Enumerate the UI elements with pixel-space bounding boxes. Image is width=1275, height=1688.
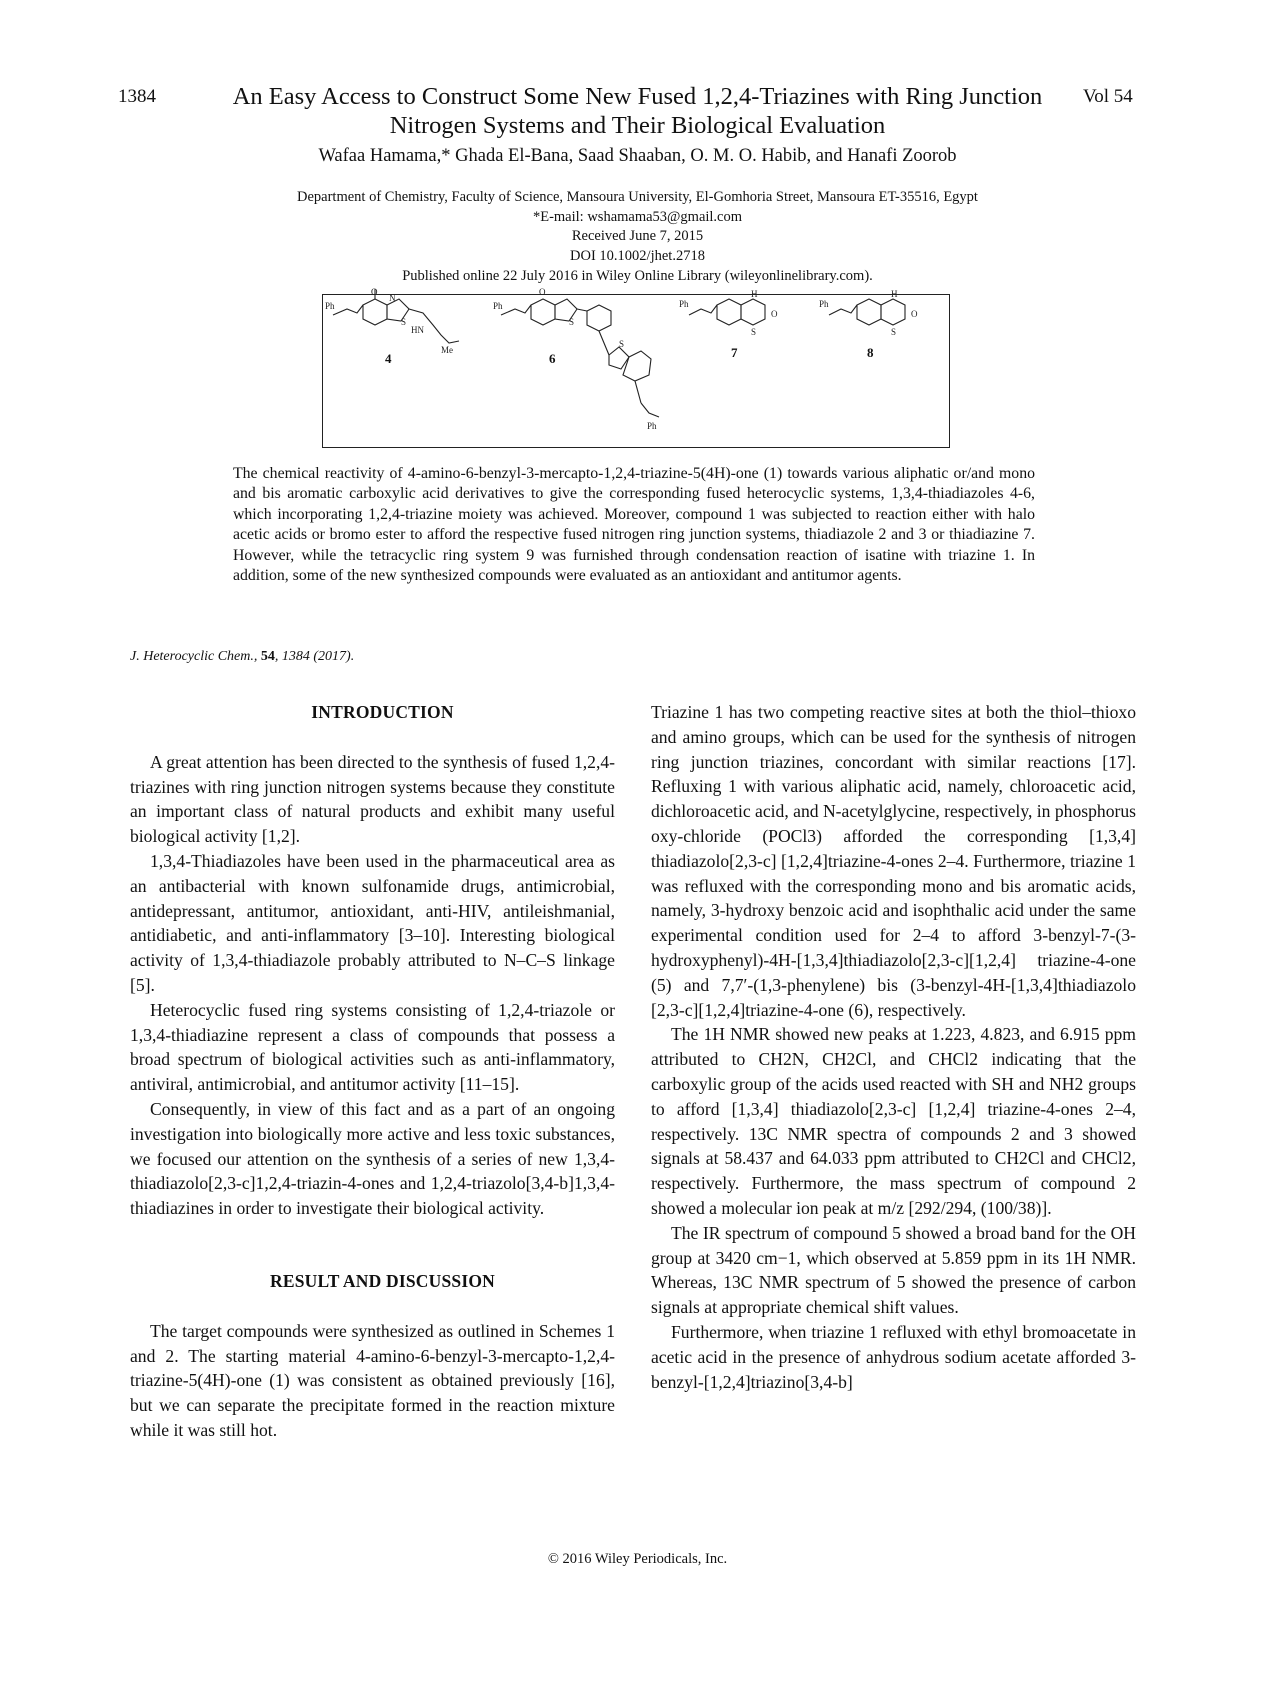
compound-label: 6 xyxy=(549,351,556,366)
body-paragraph: Triazine 1 has two competing reactive sites at both the thiol–thioxo and amino groups, which can be used for the synthesis of nitrogen ring junction triazines, concordant with similar reactions [17]. Refluxing 1 with various aliphatic acid, namely, chloroacetic acid, dichloroacetic acid, and N-acetylglycine, respectively, in phosphorus oxy-chloride (POCl3) afforded the corresponding [1,3,4] thiadiazolo[2,3-c] [1,2,4]triazine-4-ones 2–4. Furthermore, triazine 1 was refluxed with the corresponding mono and bis aromatic acids, namely, 3-hydroxy benzoic acid and isophthalic acid under the same experimental condition used for 2–4 to afford 3-benzyl-7-(3-hydroxyphenyl)-4H-[1,3,4]thiadiazolo[2,3-c][1,2,4] triazine-4-one (5) and 7,7′-(1,3-phenylene) bis (3-benzyl-4H-[1,3,4]thiadiazolo [2,3-c][1,2,4]triazine-4-one (6), respectively. xyxy=(651,702,1136,1020)
substituent-ph: Ph xyxy=(493,301,503,311)
author-list: Wafaa Hamama,* Ghada El-Bana, Saad Shaaban, O. M. O. Habib, and Hanafi Zoorob xyxy=(318,146,957,166)
body-paragraph: The 1H NMR showed new peaks at 1.223, 4.823, and 6.915 ppm attributed to CH2N, CH2Cl, and CHCl2 indicating that the carboxylic group of the acids used reacted with SH and NH2 groups to afford [1,3,4] thiadiazolo[2,3-c] [1,2,4] triazine-4-ones 2–4, respectively. 13C NMR spectra of compounds 2 and 3 showed signals at 58.437 and 64.033 ppm attributed to CH2Cl and CHCl2, respectively. Furthermore, the mass spectrum of compound 2 showed a molecular ion peak at m/z [292/294, (100/38)]. xyxy=(651,1024,1136,1218)
affiliation-block xyxy=(200,188,1075,287)
email: *E-mail: wshamama53@gmail.com xyxy=(532,208,743,225)
copyright-footer: © 2016 Wiley Periodicals, Inc. xyxy=(547,1551,728,1567)
journal-name: J. Heterocyclic Chem. xyxy=(130,649,254,664)
intro-paragraph: Consequently, in view of this fact and as a part of an ongoing investigation into biologically more active and less toxic substances, we focused our attention on the synthesis of a series of new 1,3,4-thiadiazolo[2,3-c]1,2,4-triazin-4-ones and 1,2,4-triazolo[3,4-b]1,3,4-thiadiazines in order to investigate their biological activity. xyxy=(130,1098,615,1219)
citation-pages: , 1384 (2017). xyxy=(274,649,355,664)
journal-citation: J. Heterocyclic Chem., 54, 1384 (2017). xyxy=(130,649,355,664)
page-number: 1384 xyxy=(118,86,156,107)
substituent-ph: Ph xyxy=(647,421,657,431)
atom-nh: H xyxy=(751,289,758,299)
left-column xyxy=(130,700,615,1443)
atom-n: N xyxy=(389,293,396,303)
atom-o: O xyxy=(539,287,546,297)
atom-s: S xyxy=(891,327,897,337)
substituent-ph: Ph xyxy=(325,301,335,311)
article-title: An Easy Access to Construct Some New Fused 1,2,4-Triazines with Ring Junction Nitrogen Systems and Their Biological Evaluation xyxy=(232,83,1043,139)
introduction-heading: INTRODUCTION xyxy=(311,702,454,722)
atom-s: S xyxy=(619,339,625,349)
atom-o: O xyxy=(911,309,918,319)
atom-s: S xyxy=(401,317,407,327)
publication-info: Published online 22 July 2016 in Wiley Online Library (wileyonlinelibrary.com). xyxy=(402,267,873,284)
atom-s: S xyxy=(751,327,757,337)
received-date: Received June 7, 2015 xyxy=(571,228,704,245)
intro-paragraph: 1,3,4-Thiadiazoles have been used in the pharmaceutical area as an antibacterial with known sulfonamide drugs, antimicrobial, antidepressant, antitumor, antioxidant, anti-HIV, antileishmanial, antidiabetic, and anti-inflammatory [3–10]. Interesting biological activity of 1,3,4-thiadiazole probably attributed to N–C–S linkage [5]. xyxy=(130,850,615,995)
atom-o: O xyxy=(771,309,778,319)
atom-s: S xyxy=(569,317,575,327)
substituent-me: Me xyxy=(441,345,453,355)
substituent-hn: HN xyxy=(411,325,424,335)
results-paragraph: The target compounds were synthesized as outlined in Schemes 1 and 2. The starting material 4-amino-6-benzyl-3-mercapto-1,2,4-triazine-5(4H)-one (1) was consistent as obtained previously [16], but we can separate the precipitate formed in the reaction mixture while it was still hot. xyxy=(130,1320,615,1440)
intro-paragraph: A great attention has been directed to the synthesis of fused 1,2,4-triazines with ring junction nitrogen systems because they constitute an important class of natural products and exhibit many useful biological activity [1,2]. xyxy=(130,751,615,847)
atom-nh: H xyxy=(891,289,898,299)
structures-drawing xyxy=(323,287,949,447)
compound-label: 4 xyxy=(385,351,392,366)
compound-label: 8 xyxy=(867,345,874,360)
department: Department of Chemistry, Faculty of Science, Mansoura University, El-Gomhoria Street, Mansoura ET-35516, Egypt xyxy=(297,189,978,205)
volume-label: Vol 54 xyxy=(1083,86,1133,107)
atom-o: O xyxy=(371,287,378,297)
substituent-ph: Ph xyxy=(679,299,689,309)
body-paragraph: Furthermore, when triazine 1 refluxed with ethyl bromoacetate in acetic acid in the presence of anhydrous sodium acetate afforded 3-benzyl-[1,2,4]triazino[3,4-b] xyxy=(651,1321,1136,1392)
graphical-abstract xyxy=(322,287,950,448)
intro-paragraph: Heterocyclic fused ring systems consisting of 1,2,4-triazole or 1,3,4-thiadiazine represent a class of compounds that possess a broad spectrum of biological activities such as anti-inflammatory, antiviral, antimicrobial, and antitumor activity [11–15]. xyxy=(130,999,615,1095)
body-paragraph: The IR spectrum of compound 5 showed a broad band for the OH group at 3420 cm−1, which observed at 5.859 ppm in its 1H NMR. Whereas, 13C NMR spectrum of 5 showed the presence of carbon signals at appropriate chemical shift values. xyxy=(651,1222,1136,1318)
results-heading: RESULT AND DISCUSSION xyxy=(270,1270,495,1291)
right-column xyxy=(651,700,1136,1394)
substituent-ph: Ph xyxy=(819,299,829,309)
compound-label: 7 xyxy=(731,345,738,360)
doi: DOI 10.1002/jhet.2718 xyxy=(570,248,705,265)
abstract: The chemical reactivity of 4-amino-6-benzyl-3-mercapto-1,2,4-triazine-5(4H)-one (1) towards various aliphatic or/and mono and bis aromatic carboxylic acid derivatives to give the corresponding fused heterocyclic systems, 1,3,4-thiadiazoles 4-6, which incorporating 1,2,4-triazine moiety was achieved. Moreover, compound 1 was subjected to reaction either with halo acetic acids or bromo ester to afford the respective fused nitrogen ring junction systems, thiadiazole 2 and 3 or thiadiazine 7. However, while the tetracyclic ring system 9 was furnished through condensation reaction of isatine with triazine 1. In addition, some of the new synthesized compounds were evaluated as an antioxidant and antitumor agents. xyxy=(233,465,1035,585)
journal-volume: 54 xyxy=(260,649,275,664)
